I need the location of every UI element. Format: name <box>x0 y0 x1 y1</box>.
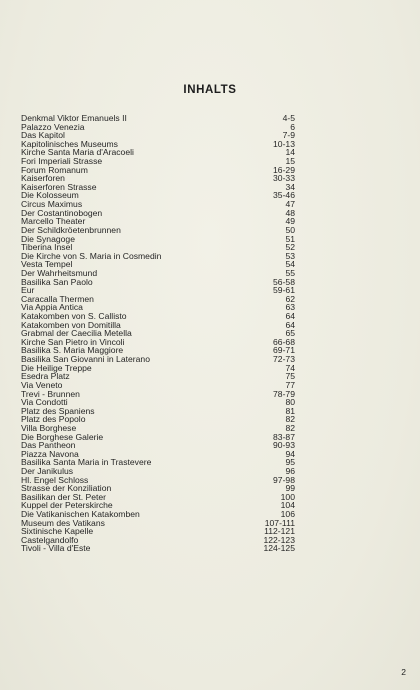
toc-entry-pages: 96 <box>285 465 295 476</box>
toc-entry-title: Kirche Santa Maria d'Aracoeli <box>21 147 134 158</box>
toc-entry-title: Die Heilige Treppe <box>21 362 92 373</box>
toc-entry-title: Via Appia Antica <box>21 302 83 313</box>
toc-entry <box>21 372 295 381</box>
toc-entry-pages: 53 <box>285 250 295 261</box>
toc-entry-title: Das Pantheon <box>21 440 76 451</box>
toc-entry-title: Basilika Santa Maria in Trastevere <box>21 457 152 468</box>
toc-entry-title: Kaiserforen <box>21 173 65 184</box>
toc-entry-pages: 82 <box>285 422 295 433</box>
toc-entry-pages: 48 <box>285 207 295 218</box>
toc-entry-title: Die Kirche von S. Maria in Cosmedin <box>21 250 162 261</box>
toc-entry-title: Der Costantinobogen <box>21 207 103 218</box>
toc-entry-title: Forum Romanum <box>21 164 88 175</box>
toc-entry-pages: 74 <box>285 362 295 373</box>
toc-entry-pages: 64 <box>285 311 295 322</box>
toc-entry-title: Strasse der Konziliation <box>21 483 112 494</box>
toc-entry-pages: 35-46 <box>273 190 295 201</box>
toc-entry-title: Katakomben von S. Callisto <box>21 311 127 322</box>
toc-entry-title: Circus Maximus <box>21 199 83 210</box>
toc-entry-title: Der Schildkröetenbrunnen <box>21 224 121 235</box>
toc-entry-title: Via Condotti <box>21 397 68 408</box>
toc-entry-pages: 81 <box>285 405 295 416</box>
toc-entry-title: Platz des Popolo <box>21 414 86 425</box>
toc-entry-pages: 107-111 <box>264 517 295 528</box>
toc-entry-pages: 106 <box>280 509 295 520</box>
table-of-contents <box>21 114 295 553</box>
toc-entry-pages: 30-33 <box>273 173 295 184</box>
toc-entry-pages: 77 <box>285 379 295 390</box>
page-title: INHALTS <box>183 84 237 96</box>
toc-entry-title: Piazza Navona <box>21 448 79 459</box>
toc-entry <box>21 278 295 287</box>
toc-entry-pages: 56-58 <box>273 276 295 287</box>
toc-entry-title: Der Wahrheitsmund <box>21 267 98 278</box>
toc-entry-title: Tiberina Insel <box>21 242 73 253</box>
toc-entry-title: Caracalla Thermen <box>21 293 94 304</box>
toc-entry-title: Tivoli - Villa d'Este <box>21 543 91 554</box>
toc-entry <box>21 544 295 553</box>
toc-entry-pages: 54 <box>285 259 295 270</box>
toc-entry-title: Kapitolinisches Museums <box>21 138 118 149</box>
toc-entry-pages: 47 <box>285 199 295 210</box>
toc-entry-title: Vesta Tempel <box>21 259 73 270</box>
toc-entry-pages: 97-98 <box>273 474 295 485</box>
toc-entry-title: Die Borghese Galerie <box>21 431 104 442</box>
toc-entry-title: Der Janikulus <box>21 465 74 476</box>
toc-entry-pages: 122-123 <box>263 534 295 545</box>
toc-entry-title: Sixtinische Kapelle <box>21 526 94 537</box>
toc-entry-pages: 10-13 <box>273 138 295 149</box>
toc-entry-pages: 51 <box>285 233 295 244</box>
toc-entry-title: Kirche San Pietro in Vincoli <box>21 336 125 347</box>
toc-entry-title: Trevi - Brunnen <box>21 388 80 399</box>
toc-entry-title: Via Veneto <box>21 379 63 390</box>
toc-entry-pages: 82 <box>285 414 295 425</box>
toc-entry-pages: 90-93 <box>273 440 295 451</box>
toc-entry-pages: 66-68 <box>273 336 295 347</box>
toc-entry-pages: 78-79 <box>273 388 295 399</box>
toc-entry-pages: 4-5 <box>282 113 295 123</box>
toc-entry-title: Fori Imperiali Strasse <box>21 156 103 167</box>
toc-entry-pages: 124-125 <box>263 543 295 554</box>
toc-entry-title: Die Vatikanischen Katakomben <box>21 509 140 520</box>
toc-entry-pages: 34 <box>285 181 295 192</box>
toc-entry-pages: 65 <box>285 328 295 339</box>
toc-entry-pages: 59-61 <box>273 285 295 296</box>
toc-entry-pages: 14 <box>285 147 295 158</box>
toc-entry-pages: 6 <box>290 121 295 132</box>
toc-entry-pages: 62 <box>285 293 295 304</box>
toc-entry-title: Die Synagoge <box>21 233 75 244</box>
toc-entry-pages: 50 <box>285 224 295 235</box>
toc-entry-pages: 7-9 <box>282 130 295 141</box>
toc-entry-pages: 100 <box>280 491 295 502</box>
toc-entry-title: Die Kolosseum <box>21 190 79 201</box>
toc-entry-title: Basilika San Paolo <box>21 276 93 287</box>
toc-entry-title: Platz des Spaniens <box>21 405 95 416</box>
toc-entry-title: Castelgandolfo <box>21 534 79 545</box>
toc-entry-title: Das Kapitol <box>21 130 65 141</box>
toc-entry-pages: 80 <box>285 397 295 408</box>
toc-entry-pages: 55 <box>285 267 295 278</box>
toc-entry-title: Kaiserforen Strasse <box>21 181 97 192</box>
toc-entry-title: Basilika S. Maria Maggiore <box>21 345 124 356</box>
toc-entry-pages: 64 <box>285 319 295 330</box>
toc-entry-pages: 49 <box>285 216 295 227</box>
toc-entry-title: Basilika San Giovanni in Laterano <box>21 354 150 365</box>
toc-entry-pages: 16-29 <box>273 164 295 175</box>
toc-entry-pages: 15 <box>285 156 295 167</box>
toc-entry-pages: 94 <box>285 448 295 459</box>
toc-entry-title: Basilikan der St. Peter <box>21 491 107 502</box>
toc-entry-title: Esedra Platz <box>21 371 70 382</box>
toc-entry-title: Katakomben von Domitilla <box>21 319 121 330</box>
toc-entry-title: Kuppel der Peterskirche <box>21 500 113 511</box>
toc-entry-title: Marcello Theater <box>21 216 86 227</box>
toc-entry-pages: 75 <box>285 371 295 382</box>
toc-entry-pages: 52 <box>285 242 295 253</box>
toc-entry-pages: 83-87 <box>273 431 295 442</box>
toc-entry-pages: 112-121 <box>264 526 295 537</box>
toc-entry-title: Denkmal Viktor Emanuels II <box>21 113 127 123</box>
toc-entry-pages: 63 <box>285 302 295 313</box>
toc-entry-pages: 99 <box>285 483 295 494</box>
toc-entry-title: Museum des Vatikans <box>21 517 105 528</box>
toc-entry-title: Eur <box>21 285 35 296</box>
toc-entry-pages: 104 <box>280 500 295 511</box>
toc-entry-pages: 69-71 <box>273 345 295 356</box>
toc-entry-pages: 95 <box>285 457 295 468</box>
toc-entry-title: Villa Borghese <box>21 422 77 433</box>
toc-entry-title: Hl. Engel Schloss <box>21 474 89 485</box>
toc-entry-title: Palazzo Venezia <box>21 121 85 132</box>
toc-entry-title: Grabmal der Caecilia Metella <box>21 328 132 339</box>
toc-entry-pages: 72-73 <box>273 354 295 365</box>
page-number: 2 <box>401 667 406 677</box>
